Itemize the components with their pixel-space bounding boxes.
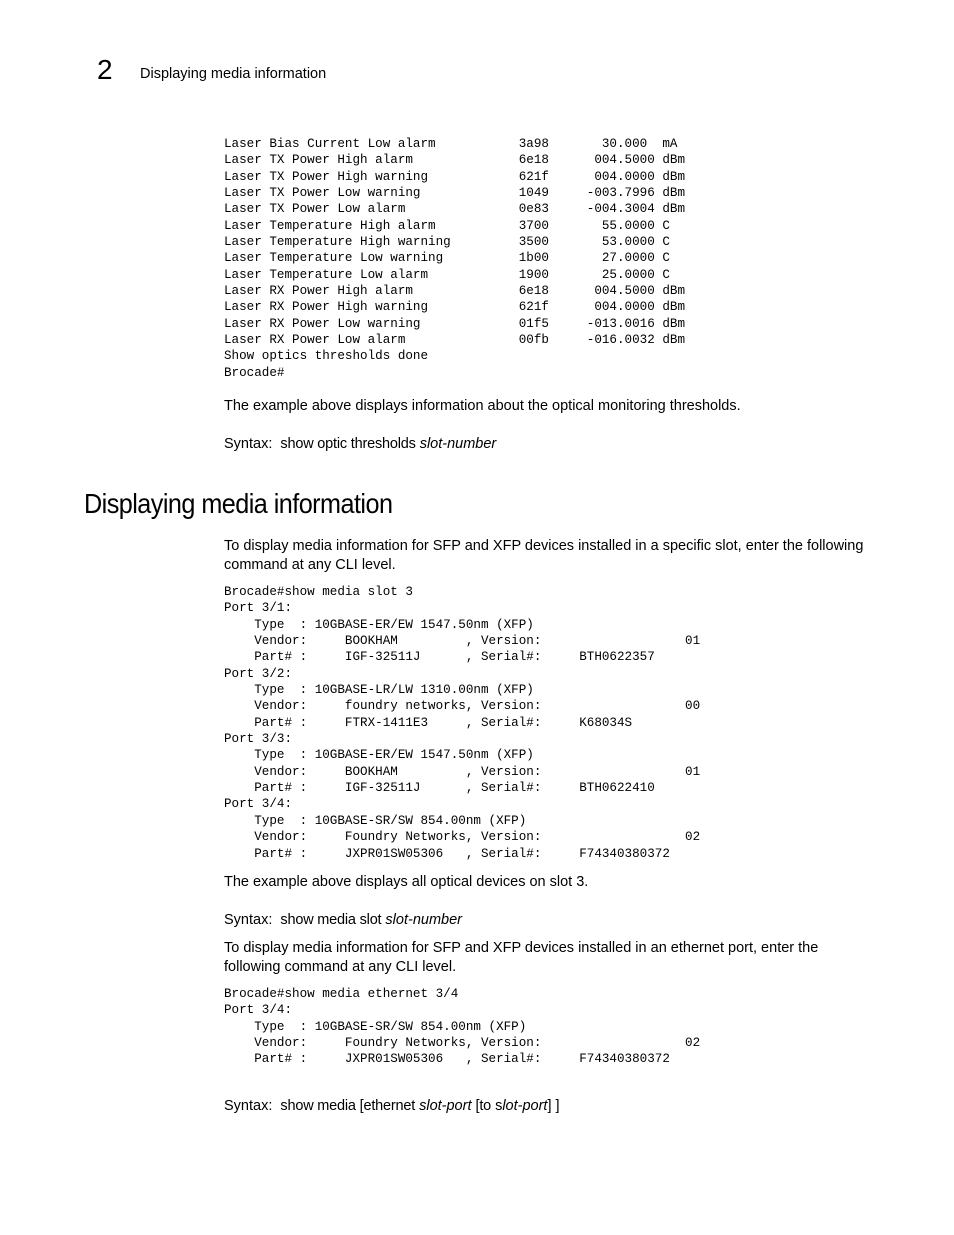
- ethernet-code-block: [224, 986, 700, 1068]
- syntax-closing-brackets: ] ]: [547, 1098, 560, 1114]
- syntax-optic-thresholds: [224, 435, 496, 453]
- code-line: Laser TX Power High alarm 6e18 004.5000 dBm: [224, 153, 686, 168]
- code-line: Vendor: foundry networks, Version: 00: [224, 699, 701, 714]
- chapter-running-title: Displaying media information: [140, 66, 327, 82]
- syntax-command: show media slot: [280, 912, 382, 928]
- code-line: Laser RX Power High warning 621f 004.0000 dBm: [224, 300, 686, 315]
- syntax-argument-prefix: s: [495, 1098, 503, 1114]
- code-line: Type : 10GBASE-SR/SW 854.00nm (XFP): [224, 813, 527, 828]
- code-line: Vendor: Foundry Networks, Version: 02: [224, 830, 701, 845]
- syntax-argument: slot-number: [385, 912, 462, 928]
- chapter-number: 2: [97, 54, 113, 85]
- media-ethernet-intro: To display media information for SFP and XFP devices installed in an ethernet port, enter the following command at any CLI level.: [224, 940, 819, 975]
- code-line: Type : 10GBASE-SR/SW 854.00nm (XFP): [224, 1019, 527, 1034]
- code-line: Laser TX Power High warning 621f 004.0000 dBm: [224, 169, 686, 184]
- code-line: Part# : IGF-32511J , Serial#: BTH0622410: [224, 781, 655, 796]
- code-line: Port 3/2:: [224, 666, 293, 681]
- syntax-media-slot: [224, 911, 462, 929]
- code-line: Port 3/1:: [224, 601, 293, 616]
- code-line: Part# : JXPR01SW05306 , Serial#: F74340380372: [224, 1052, 670, 1067]
- code-line: Laser Temperature Low alarm 1900 25.0000 C: [224, 267, 670, 282]
- syntax-media-ethernet: [224, 1097, 560, 1115]
- media-slot-intro: To display media information for SFP and XFP devices installed in a specific slot, enter the following command at any CLI level.: [224, 538, 864, 573]
- code-line: Laser TX Power Low alarm 0e83 -004.3004 dBm: [224, 202, 686, 217]
- code-line: Laser RX Power High alarm 6e18 004.5000 dBm: [224, 284, 686, 299]
- code-line: Brocade#show media ethernet 3/4: [224, 987, 459, 1001]
- code-line: Type : 10GBASE-ER/EW 1547.50nm (XFP): [224, 748, 534, 763]
- code-line: Laser Temperature High alarm 3700 55.0000 C: [224, 218, 670, 233]
- syntax-label: Syntax:: [224, 436, 273, 452]
- code-line: Laser Temperature Low warning 1b00 27.0000 C: [224, 251, 670, 266]
- syntax-label: Syntax:: [224, 1098, 273, 1114]
- code-line: Laser Temperature High warning 3500 53.0000 C: [224, 235, 670, 250]
- code-line: Port 3/4:: [224, 797, 293, 812]
- code-line: Part# : FTRX-1411E3 , Serial#: K68034S: [224, 715, 633, 730]
- syntax-argument: slot-port: [419, 1098, 472, 1114]
- code-line: Laser RX Power Low alarm 00fb -016.0032 dBm: [224, 333, 686, 348]
- code-line: Type : 10GBASE-ER/EW 1547.50nm (XFP): [224, 617, 534, 632]
- thresholds-code-block: [224, 136, 685, 381]
- code-line: Part# : JXPR01SW05306 , Serial#: F74340380372: [224, 846, 670, 861]
- code-line: Part# : IGF-32511J , Serial#: BTH0622357: [224, 650, 655, 665]
- code-line: Port 3/3:: [224, 732, 293, 747]
- code-line: Brocade#show media slot 3: [224, 585, 413, 599]
- code-line: Vendor: Foundry Networks, Version: 02: [224, 1036, 701, 1051]
- code-line: Show optics thresholds done: [224, 349, 429, 364]
- code-line: Laser TX Power Low warning 1049 -003.7996 dBm: [224, 186, 686, 201]
- syntax-argument: lot-port: [502, 1098, 548, 1114]
- syntax-argument: slot-number: [419, 436, 497, 452]
- syntax-command: show optic thresholds: [280, 436, 416, 452]
- section-title: Displaying media information: [84, 488, 393, 519]
- code-line: Laser RX Power Low warning 01f5 -013.0016 dBm: [224, 316, 686, 331]
- code-line: Laser Bias Current Low alarm 3a98 30.000 mA: [224, 137, 678, 151]
- code-line: Port 3/4:: [224, 1003, 293, 1018]
- syntax-command-to: [to: [475, 1098, 492, 1114]
- thresholds-description: The example above displays information about the optical monitoring thresholds.: [224, 398, 741, 414]
- code-line: Vendor: BOOKHAM , Version: 01: [224, 634, 701, 649]
- syntax-label: Syntax:: [224, 912, 273, 928]
- slot-description: The example above displays all optical devices on slot 3.: [224, 874, 589, 890]
- slot-code-block: [224, 584, 700, 862]
- code-line: Vendor: BOOKHAM , Version: 01: [224, 764, 701, 779]
- code-line: Brocade#: [224, 365, 285, 380]
- code-line: Type : 10GBASE-LR/LW 1310.00nm (XFP): [224, 683, 534, 698]
- syntax-command: show media [ethernet: [280, 1098, 416, 1114]
